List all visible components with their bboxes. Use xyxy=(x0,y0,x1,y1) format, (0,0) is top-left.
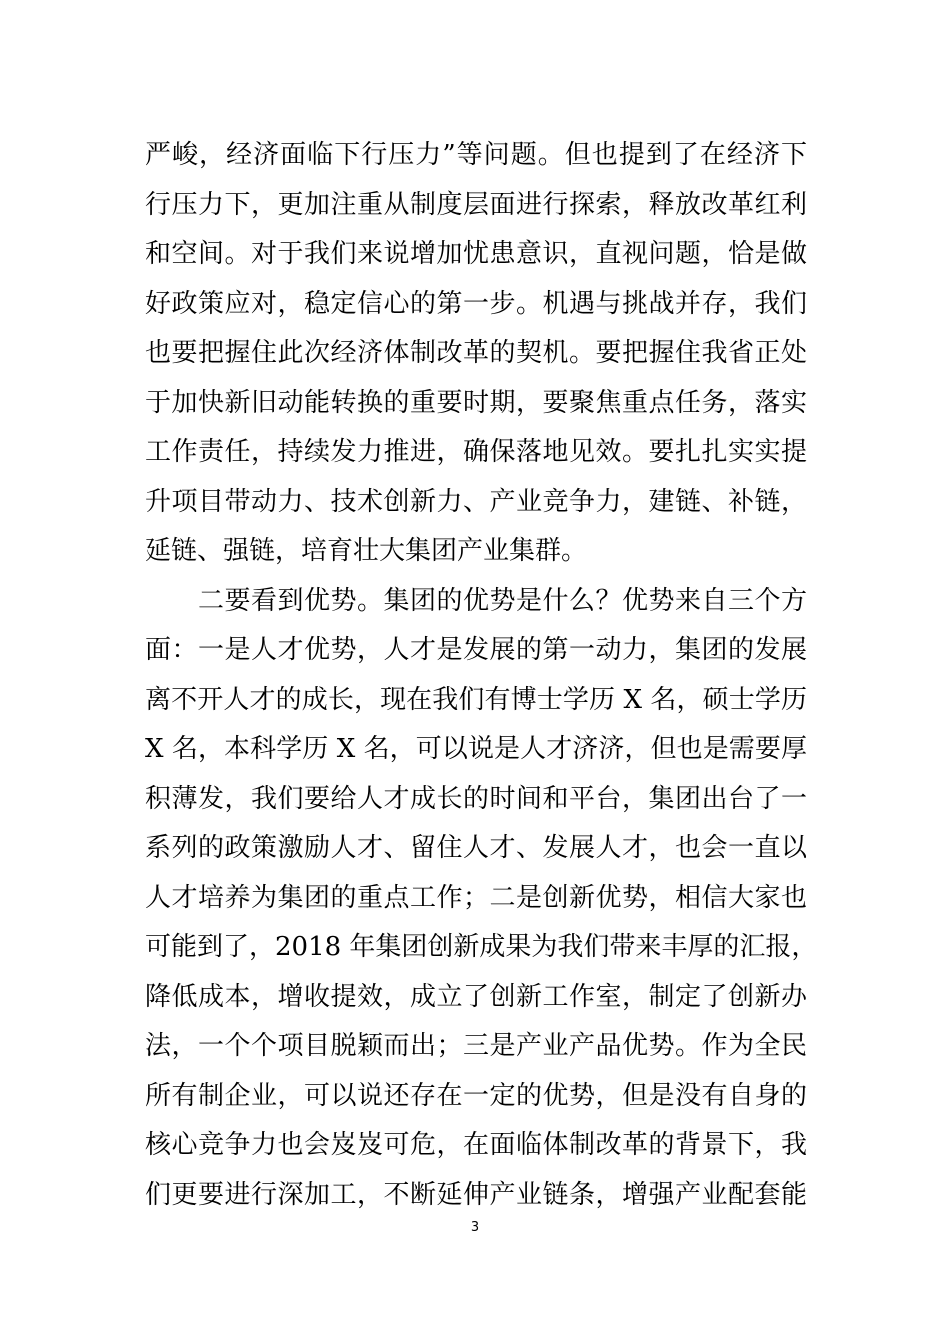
text-line: 延链、强链，培育壮大集团产业集群。 xyxy=(145,536,588,566)
text-line: 积薄发，我们要给人才成长的时间和平台，集团出台了一 xyxy=(145,784,807,814)
text-line: 们更要进行深加工，不断延伸产业链条，增强产业配套能 xyxy=(145,1180,807,1210)
text-line: 核心竞争力也会岌岌可危，在面临体制改革的背景下，我 xyxy=(145,1130,807,1160)
text-line: 严峻，经济面临下行压力”等问题。但也提到了在经济下 xyxy=(145,140,807,170)
text-line: 所有制企业，可以说还存在一定的优势，但是没有自身的 xyxy=(145,1081,807,1111)
text-line: 系列的政策激励人才、留住人才、发展人才，也会一直以 xyxy=(145,833,807,863)
text-line: 好政策应对，稳定信心的第一步。机遇与挑战并存，我们 xyxy=(145,289,807,319)
text-line: 可能到了，2018 年集团创新成果为我们带来丰厚的汇报， xyxy=(145,932,818,962)
text-line: 法，一个个项目脱颖而出；三是产业产品优势。作为全民 xyxy=(145,1031,807,1061)
text-line: 面：一是人才优势，人才是发展的第一动力，集团的发展 xyxy=(145,635,807,665)
text-line: 行压力下，更加注重从制度层面进行探索，释放改革红利 xyxy=(145,190,807,220)
text-line: 离不开人才的成长，现在我们有博士学历 X 名，硕士学历 xyxy=(145,685,807,715)
text-line: 升项目带动力、技术创新力、产业竞争力，建链、补链， xyxy=(145,487,807,517)
text-line: 降低成本，增收提效，成立了创新工作室，制定了创新办 xyxy=(145,982,807,1012)
text-line: 人才培养为集团的重点工作；二是创新优势，相信大家也 xyxy=(145,883,807,913)
text-line: 和空间。对于我们来说增加忧患意识，直视问题，恰是做 xyxy=(145,239,807,269)
text-line: 工作责任，持续发力推进，确保落地见效。要扎扎实实提 xyxy=(145,437,807,467)
text-line: X 名，本科学历 X 名，可以说是人才济济，但也是需要厚 xyxy=(145,734,807,764)
text-line: 于加快新旧动能转换的重要时期，要聚焦重点任务，落实 xyxy=(145,388,807,418)
paragraph-heading-line: 二要看到优势。集团的优势是什么？优势来自三个方 xyxy=(198,586,807,616)
page-number: 3 xyxy=(470,1220,480,1235)
text-line: 也要把握住此次经济体制改革的契机。要把握住我省正处 xyxy=(145,338,807,368)
